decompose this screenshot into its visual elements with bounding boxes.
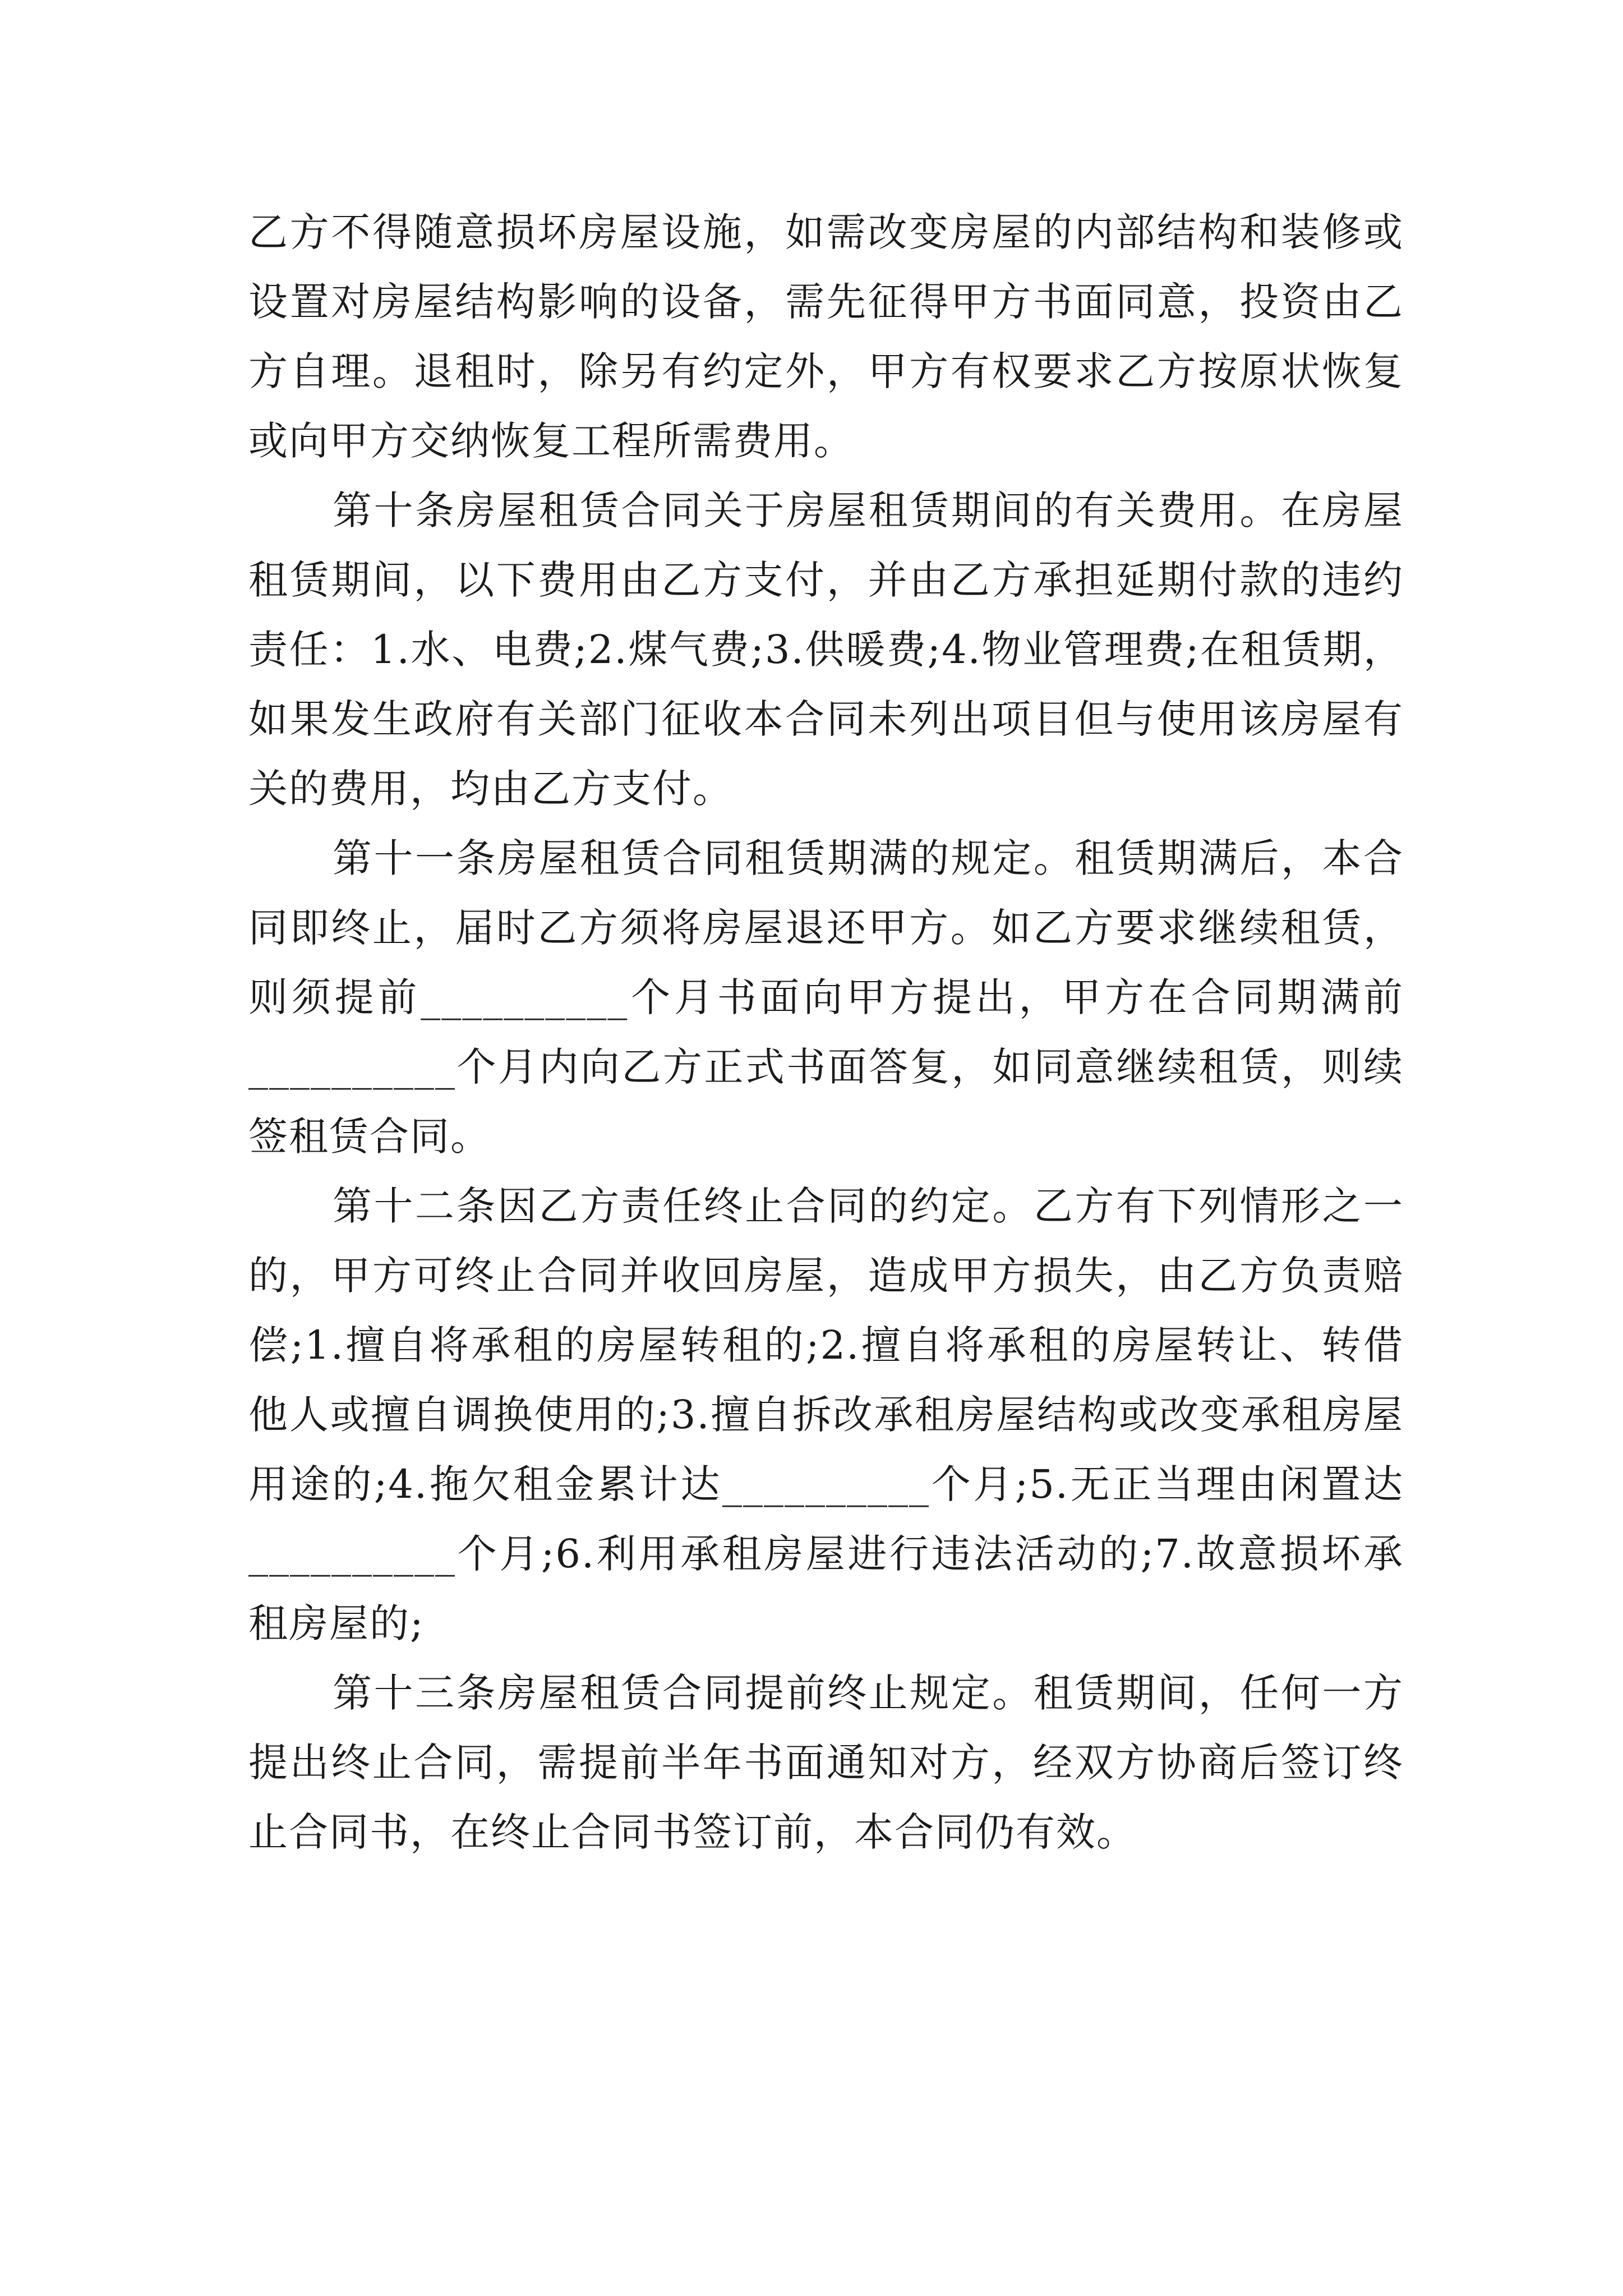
blank-line: __________ [421,974,629,1020]
paragraph-text: 第十条房屋租赁合同关于房屋租赁期间的有关费用。在房屋租赁期间，以下费用由乙方支付，并由乙方承担延期付款的违约责任：1.水、电费;2.煤气费;3.供暖费;4.物业管理费;在租赁期，如果发生政府有关部门征收本合同未列出项目但与使用该房屋有关的费用，均由乙方支付。 [248,487,1404,812]
paragraph-text: 第十二条因乙方责任终止合同的约定。乙方有下列情形之一的，甲方可终止合同并收回房屋，造成甲方损失，由乙方负责赔偿;1.擅自将承租的房屋转租的;2.擅自将承租的房屋转让、转借他人或擅自调换使用的;3.擅自拆改承租房屋结构或改变承租房屋用途的;4.拖欠租金累计达 [248,1183,1404,1507]
paragraph-article-13-early-termination [248,1658,1404,1867]
paragraph-text: 第十三条房屋租赁合同提前终止规定。租赁期间，任何一方提出终止合同，需提前半年书面通知对方，经双方协商后签订终止合同书，在终止合同书签订前，本合同仍有效。 [248,1670,1404,1855]
paragraph-text: 个月内向乙方正式书面答复，如同意继续租赁，则续签租赁合同。 [248,1044,1404,1159]
blank-line: __________ [722,1461,930,1507]
contract-body [248,197,1404,1867]
blank-line: __________ [248,1531,456,1577]
paragraph-text: 乙方不得随意损坏房屋设施，如需改变房屋的内部结构和装修或设置对房屋结构影响的设备，需先征得甲方书面同意，投资由乙方自理。退租时，除另有约定外，甲方有权要求乙方按原状恢复或向甲方交纳恢复工程所需费用。 [248,209,1404,464]
paragraph-article-10-fees [248,476,1404,823]
paragraph-text: 个月;5.无正当理由闲置达 [930,1461,1404,1507]
paragraph-article-11-expiry [248,823,1404,1171]
blank-line: __________ [248,1044,456,1090]
paragraph-facility-alteration [248,197,1404,476]
paragraph-text: 个月书面向甲方提出，甲方在合同期满前 [628,974,1404,1020]
paragraph-article-12-termination [248,1171,1404,1658]
paragraph-text: 个月;6.利用承租房屋进行违法活动的;7.故意损坏承租房屋的; [248,1531,1404,1646]
paragraph-text: 第十一条房屋租赁合同租赁期满的规定。租赁期满后，本合同即终止，届时乙方须将房屋退还甲方。如乙方要求继续租赁，则须提前 [248,835,1404,1020]
